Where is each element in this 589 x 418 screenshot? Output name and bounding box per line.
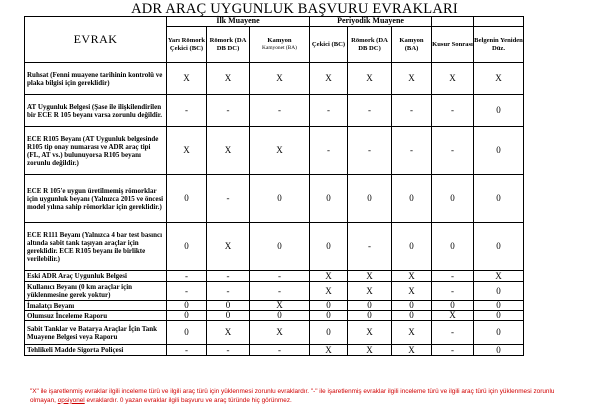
- table-cell: 0: [250, 175, 310, 223]
- table-cell: -: [348, 127, 392, 175]
- table-cell: 0: [474, 282, 524, 301]
- column-header: [167, 27, 207, 63]
- table-cell: X: [474, 63, 524, 95]
- column-header-label: Belgenin Yeniden Düz.: [474, 37, 523, 52]
- row-label: AT Uygunluk Belgesi (Şase ile ilişkilendirilen bir ECE R 105 beyanı varsa zorunlu değildir.: [25, 95, 167, 127]
- table-cell: X: [167, 127, 207, 175]
- table-cell: X: [432, 311, 474, 321]
- table-cell: 0: [474, 223, 524, 271]
- table-row: [25, 95, 524, 127]
- row-label: Ruhsat (Fenni muayene tarihinin kontrolü ve plaka bilgisi için gereklidir): [25, 63, 167, 95]
- table-cell: -: [432, 271, 474, 282]
- table-cell: 0: [432, 301, 474, 311]
- table-row: [25, 321, 524, 345]
- table-cell: X: [348, 271, 392, 282]
- footnote-rest: evraklardır. 0 yazan evraklar ilgili başvuru ve araç türünde hiç görünmez.: [84, 396, 292, 404]
- table-cell: -: [432, 282, 474, 301]
- table-cell: 0: [310, 301, 348, 311]
- table-cell: 0: [167, 223, 207, 271]
- table-cell: X: [392, 345, 432, 356]
- table-cell: X: [392, 321, 432, 345]
- column-header-label: Römork (DA DB DC): [209, 37, 247, 52]
- table-cell: 0: [432, 223, 474, 271]
- group-ilk-muayene: İlk Muayene: [167, 17, 310, 27]
- table-cell: -: [167, 282, 207, 301]
- table-cell: X: [310, 271, 348, 282]
- table-cell: 0: [167, 301, 207, 311]
- table-cell: 0: [474, 301, 524, 311]
- table-cell: 0: [167, 175, 207, 223]
- group-periyodik-muayene: Periyodik Muayene: [310, 17, 432, 27]
- table-cell: X: [250, 301, 310, 311]
- table-cell: 0: [432, 175, 474, 223]
- table-cell: X: [310, 282, 348, 301]
- table-cell: X: [167, 63, 207, 95]
- column-header-label: Kusur Sonrası: [432, 40, 473, 48]
- group-blank-1: [432, 17, 474, 27]
- table-cell: 0: [392, 311, 432, 321]
- table-cell: -: [432, 321, 474, 345]
- table-cell: -: [207, 95, 250, 127]
- table-cell: -: [310, 95, 348, 127]
- table-cell: X: [348, 345, 392, 356]
- table-cell: 0: [474, 127, 524, 175]
- table-cell: X: [348, 282, 392, 301]
- table-cell: -: [432, 95, 474, 127]
- table-cell: -: [348, 223, 392, 271]
- table-row: [25, 345, 524, 356]
- column-header-label: Römork (DA DB DC): [351, 37, 388, 52]
- table-cell: 0: [348, 175, 392, 223]
- table-row: [25, 311, 524, 321]
- table-row: [25, 282, 524, 301]
- table-cell: 0: [392, 301, 432, 311]
- table-cell: X: [348, 63, 392, 95]
- table-cell: 0: [310, 175, 348, 223]
- table-cell: -: [167, 271, 207, 282]
- table-cell: X: [348, 321, 392, 345]
- row-label: ECE R 105'e uygun üretilmemiş römorklar için uygunluk beyanı (Yalnızca 2015 ve öncesi model yılına sahip römorklar için gereklidir.): [25, 175, 167, 223]
- row-label: ECE R105 Beyanı (AT Uygunluk belgesinde R105 tip onay numarası ve ADR araç tipi (FL, AT vs.) bulunuyorsa R105 beyanı zorunlu değildir.): [25, 127, 167, 175]
- table-cell: X: [392, 282, 432, 301]
- table-cell: X: [250, 63, 310, 95]
- footnote-main: "X" ile işaretlenmiş evraklar ilgili inceleme türü ve ilgili araç türü için yüklenmesi zorunlu evraklardır. "-" ile işaretlenmiş evraklar ilgili inceleme türü ve ilgili araç türü için yüklenmesi zorunlu olmayan,: [30, 388, 555, 404]
- column-header: [474, 27, 524, 63]
- column-header-label: Kamyon: [267, 37, 292, 45]
- column-header: [432, 27, 474, 63]
- table-cell: 0: [474, 95, 524, 127]
- footnote: [30, 388, 565, 405]
- table-cell: 0: [167, 321, 207, 345]
- column-header: [207, 27, 250, 63]
- table-cell: -: [207, 175, 250, 223]
- table-cell: X: [392, 271, 432, 282]
- table-row: [25, 63, 524, 95]
- table-cell: 0: [207, 301, 250, 311]
- table-cell: X: [207, 321, 250, 345]
- table-cell: 0: [250, 311, 310, 321]
- group-blank-2: [474, 17, 524, 27]
- table-cell: X: [250, 321, 310, 345]
- column-header-label: Kamyon (BA): [399, 37, 424, 52]
- column-header: [250, 27, 310, 63]
- column-header: [392, 27, 432, 63]
- row-label: Sabit Tanklar ve Batarya Araçlar İçin Tank Muayene Belgesi veya Raporu: [25, 321, 167, 345]
- table-cell: X: [310, 345, 348, 356]
- table-cell: 0: [310, 223, 348, 271]
- table-cell: X: [207, 223, 250, 271]
- row-label: Olumsuz İnceleme Raporu: [25, 311, 167, 321]
- table-row: [25, 271, 524, 282]
- column-header-sublabel: Kamyonet (BA): [262, 44, 297, 51]
- requirements-table: [24, 16, 524, 356]
- table-cell: 0: [310, 311, 348, 321]
- table-cell: 0: [474, 175, 524, 223]
- column-header: [348, 27, 392, 63]
- row-label: Tehlikeli Madde Sigorta Poliçesi: [25, 345, 167, 356]
- table-cell: -: [167, 345, 207, 356]
- table-cell: -: [432, 127, 474, 175]
- row-label: Eski ADR Araç Uygunluk Belgesi: [25, 271, 167, 282]
- table-cell: 0: [250, 223, 310, 271]
- table-cell: 0: [207, 311, 250, 321]
- table-row: [25, 301, 524, 311]
- table-cell: 0: [474, 345, 524, 356]
- table-cell: X: [207, 63, 250, 95]
- table-cell: X: [432, 63, 474, 95]
- table-cell: 0: [474, 321, 524, 345]
- table-cell: X: [474, 271, 524, 282]
- table-cell: -: [310, 127, 348, 175]
- row-label: ECE R111 Beyanı (Yalnızca 4 bar test basıncı altında sabit tank taşıyan araçlar için gereklidir. ECE R105 beyanı ile birlikte verilebilir.): [25, 223, 167, 271]
- table-cell: -: [348, 95, 392, 127]
- table-cell: 0: [392, 175, 432, 223]
- row-label: Kullanıcı Beyanı (0 km araçlar için yüklenmesine gerek yoktur): [25, 282, 167, 301]
- table-cell: X: [207, 127, 250, 175]
- table-cell: 0: [167, 311, 207, 321]
- table-row: [25, 127, 524, 175]
- table-cell: -: [432, 345, 474, 356]
- table-cell: X: [250, 127, 310, 175]
- table-cell: -: [250, 282, 310, 301]
- column-header: [310, 27, 348, 63]
- table-row: [25, 223, 524, 271]
- footnote-optional: opsiyonel: [57, 396, 85, 404]
- table-cell: 0: [348, 311, 392, 321]
- table-row: [25, 175, 524, 223]
- table-cell: 0: [348, 301, 392, 311]
- column-header-label: Yarı Römork Çekici (BC): [167, 37, 206, 52]
- table-cell: -: [392, 127, 432, 175]
- page-title: ADR ARAÇ UYGUNLUK BAŞVURU EVRAKLARI: [131, 1, 458, 17]
- table-cell: -: [250, 95, 310, 127]
- table-cell: X: [392, 63, 432, 95]
- table-cell: -: [207, 282, 250, 301]
- table-cell: -: [167, 95, 207, 127]
- table-cell: 0: [392, 223, 432, 271]
- column-header-label: Çekici (BC): [311, 40, 346, 48]
- table-cell: -: [207, 271, 250, 282]
- table-cell: -: [392, 95, 432, 127]
- table-cell: 0: [474, 311, 524, 321]
- table-cell: -: [250, 271, 310, 282]
- table-cell: -: [207, 345, 250, 356]
- evrak-header: EVRAK: [25, 17, 167, 63]
- table-cell: -: [250, 345, 310, 356]
- table-cell: X: [310, 63, 348, 95]
- table-cell: 0: [310, 321, 348, 345]
- row-label: İmalatçı Beyanı: [25, 301, 167, 311]
